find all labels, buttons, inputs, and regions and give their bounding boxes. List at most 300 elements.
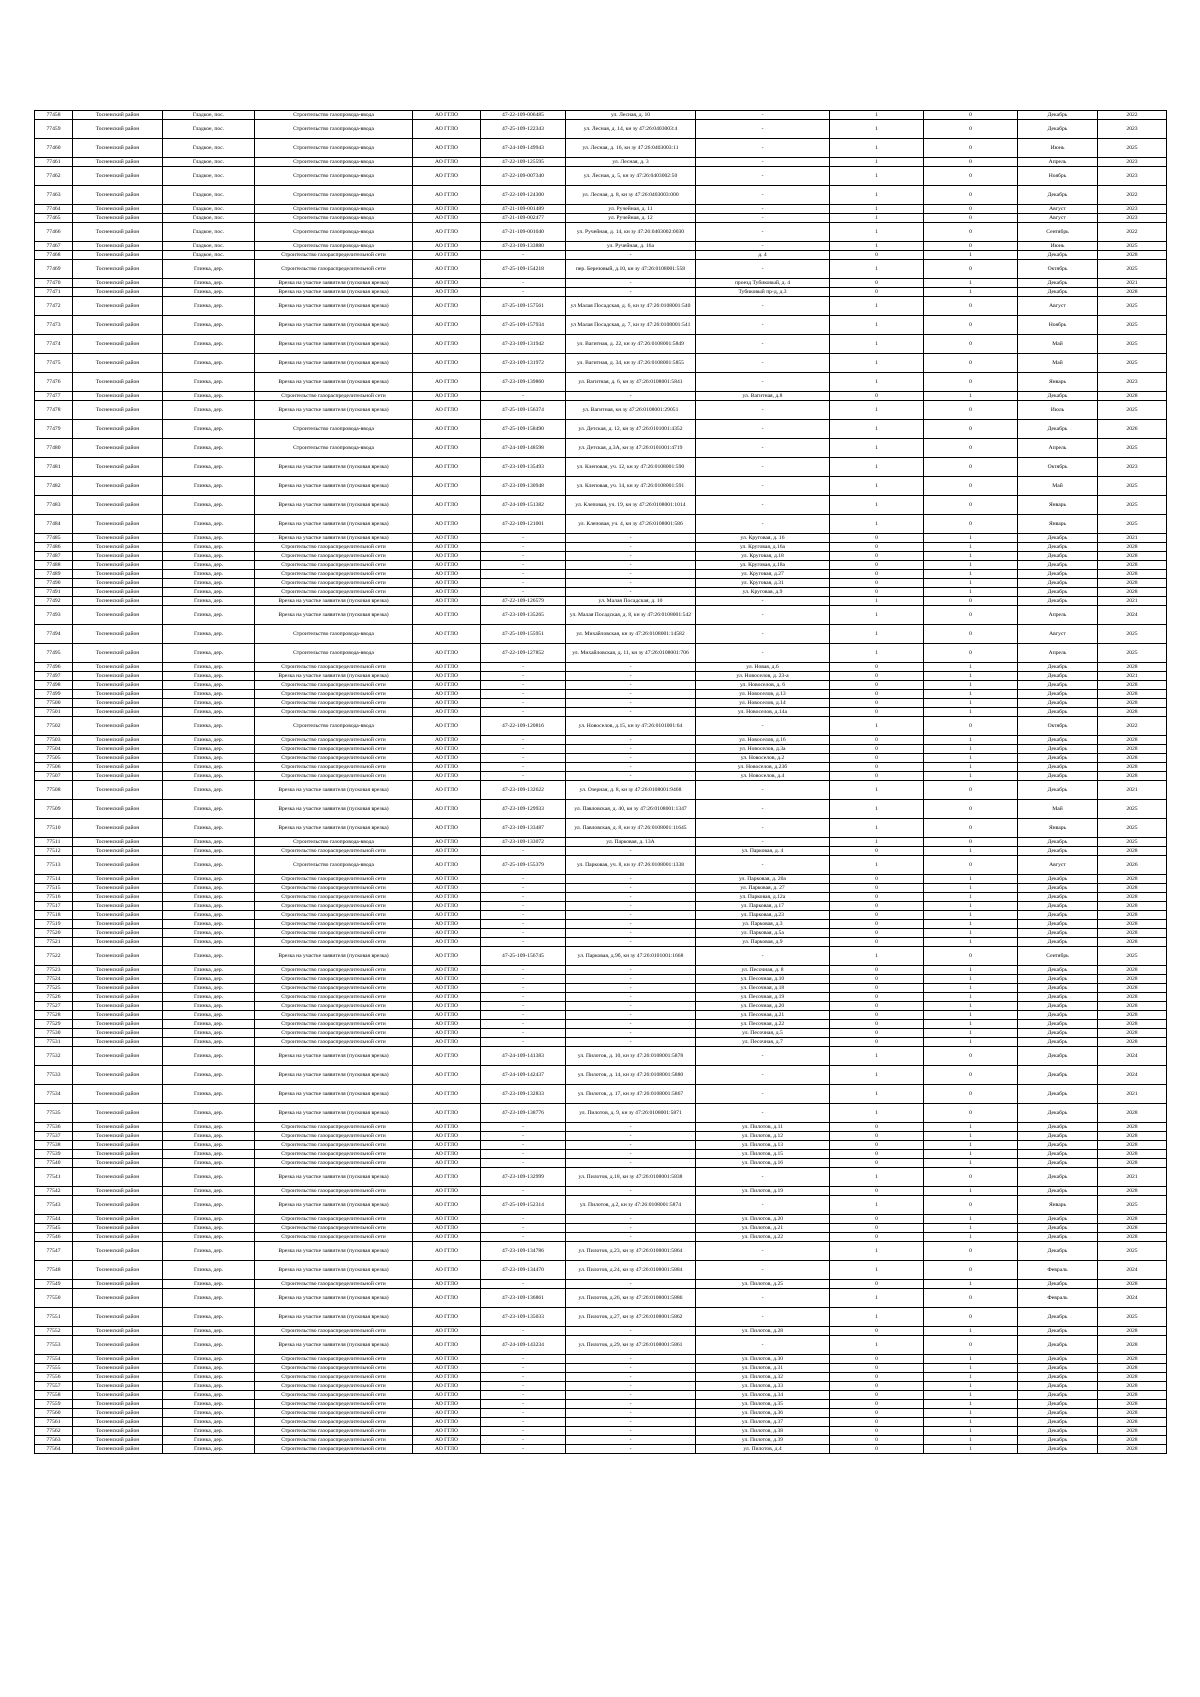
row-number: 77477	[35, 392, 73, 401]
table-row	[35, 1409, 1167, 1418]
network-address-cell: -	[696, 439, 830, 458]
table-row	[35, 993, 1167, 1002]
year-cell: 2024	[1098, 1289, 1167, 1308]
district-cell: Тосненский район	[73, 223, 163, 242]
network-address-cell: -	[696, 420, 830, 439]
year-cell: 2025	[1098, 439, 1167, 458]
year-cell: 2025	[1098, 625, 1167, 644]
work-type-cell: Строительство газораспределительной сети	[255, 975, 413, 984]
application-number-cell: 47-22-109-120816	[481, 717, 566, 736]
application-number-cell: 47-25-109-157561	[481, 297, 566, 316]
work-type-cell: Строительство газораспределительной сети	[255, 1011, 413, 1020]
count-a-cell: 0	[830, 993, 924, 1002]
row-number: 77464	[35, 205, 73, 214]
count-a-cell: 0	[830, 561, 924, 570]
address-cell: -	[566, 392, 696, 401]
network-address-cell: ул. Парковая, д.23	[696, 911, 830, 920]
organization-cell: АО ГГЛО	[413, 708, 481, 717]
row-number: 77476	[35, 373, 73, 392]
count-b-cell: 0	[924, 1168, 1018, 1187]
year-cell: 2025	[1098, 515, 1167, 534]
district-cell: Тосненский район	[73, 1242, 163, 1261]
network-address-cell: ул. Новоселов, д.16	[696, 736, 830, 745]
district-cell: Тосненский район	[73, 781, 163, 800]
table-row	[35, 1215, 1167, 1224]
work-type-cell: Строительство газопровода-ввода	[255, 111, 413, 120]
count-b-cell: 1	[924, 1418, 1018, 1427]
district-cell: Тосненский район	[73, 644, 163, 663]
district-cell: Тосненский район	[73, 1224, 163, 1233]
district-cell: Тосненский район	[73, 1289, 163, 1308]
application-number-cell: 47-21-109-001489	[481, 205, 566, 214]
year-cell: 2028	[1098, 1327, 1167, 1336]
work-type-cell: Строительство газораспределительной сети	[255, 745, 413, 754]
year-cell: 2025	[1098, 1196, 1167, 1215]
row-number: 77525	[35, 984, 73, 993]
address-cell: -	[566, 736, 696, 745]
district-cell: Тосненский район	[73, 288, 163, 297]
table-row	[35, 984, 1167, 993]
table-row	[35, 1427, 1167, 1436]
settlement-cell: Глинка, дер.	[163, 1104, 255, 1123]
row-number: 77515	[35, 884, 73, 893]
settlement-cell: Глинка, дер.	[163, 543, 255, 552]
row-number: 77558	[35, 1391, 73, 1400]
settlement-cell: Глинка, дер.	[163, 884, 255, 893]
count-a-cell: 1	[830, 606, 924, 625]
work-type-cell: Строительство газораспределительной сети	[255, 1020, 413, 1029]
year-cell: 2028	[1098, 763, 1167, 772]
count-a-cell: 0	[830, 1409, 924, 1418]
row-number: 77555	[35, 1364, 73, 1373]
district-cell: Тосненский район	[73, 1418, 163, 1427]
row-number: 77534	[35, 1085, 73, 1104]
organization-cell: АО ГГЛО	[413, 1187, 481, 1196]
network-address-cell: ул. Парковая, д.9	[696, 938, 830, 947]
count-b-cell: 0	[924, 260, 1018, 279]
row-number: 77551	[35, 1308, 73, 1327]
row-number: 77498	[35, 681, 73, 690]
district-cell: Тосненский район	[73, 401, 163, 420]
year-cell: 2023	[1098, 158, 1167, 167]
count-a-cell: 1	[830, 214, 924, 223]
district-cell: Тосненский район	[73, 373, 163, 392]
month-cell: Апрель	[1018, 644, 1098, 663]
application-number-cell: 47-24-109-151382	[481, 496, 566, 515]
settlement-cell: Глинка, дер.	[163, 984, 255, 993]
count-a-cell: 1	[830, 139, 924, 158]
table-row	[35, 1104, 1167, 1123]
organization-cell: АО ГГЛО	[413, 736, 481, 745]
row-number: 77496	[35, 663, 73, 672]
network-address-cell: ул. Новоселов, д.13	[696, 690, 830, 699]
month-cell: Декабрь	[1018, 884, 1098, 893]
work-type-cell: Врезка на участке заявителя (пусковая врезка)	[255, 1066, 413, 1085]
year-cell: 2028	[1098, 1436, 1167, 1445]
table-row	[35, 1261, 1167, 1280]
address-cell: ул. Лесная, д. 3	[566, 158, 696, 167]
count-a-cell: 1	[830, 120, 924, 139]
settlement-cell: Глинка, дер.	[163, 1355, 255, 1364]
month-cell: Декабрь	[1018, 875, 1098, 884]
row-number: 77502	[35, 717, 73, 736]
month-cell: Январь	[1018, 1196, 1098, 1215]
count-b-cell: 0	[924, 214, 1018, 223]
work-type-cell: Строительство газораспределительной сети	[255, 875, 413, 884]
application-number-cell: -	[481, 1002, 566, 1011]
count-a-cell: 0	[830, 543, 924, 552]
work-type-cell: Строительство газораспределительной сети	[255, 772, 413, 781]
count-a-cell: 1	[830, 1066, 924, 1085]
count-a-cell: 0	[830, 534, 924, 543]
month-cell: Декабрь	[1018, 1029, 1098, 1038]
district-cell: Тосненский район	[73, 1280, 163, 1289]
count-b-cell: 0	[924, 1066, 1018, 1085]
network-address-cell: -	[696, 717, 830, 736]
count-b-cell: 0	[924, 1047, 1018, 1066]
table-row	[35, 1336, 1167, 1355]
organization-cell: АО ГГЛО	[413, 893, 481, 902]
network-address-cell: ул. Пилотов, д.36	[696, 1409, 830, 1418]
count-a-cell: 1	[830, 856, 924, 875]
row-number: 77488	[35, 561, 73, 570]
work-type-cell: Строительство газораспределительной сети	[255, 984, 413, 993]
settlement-cell: Глинка, дер.	[163, 1327, 255, 1336]
row-number: 77524	[35, 975, 73, 984]
address-cell: ул. Детская, д. 12, кн зу 47:26:0101001:4352	[566, 420, 696, 439]
row-number: 77517	[35, 902, 73, 911]
row-number: 77469	[35, 260, 73, 279]
settlement-cell: Глинка, дер.	[163, 515, 255, 534]
count-b-cell: 1	[924, 736, 1018, 745]
settlement-cell: Глинка, дер.	[163, 1132, 255, 1141]
month-cell: Декабрь	[1018, 902, 1098, 911]
count-b-cell: 1	[924, 929, 1018, 938]
address-cell: ул. Михайловская, д. 11, кн зу 47:26:0108001:706	[566, 644, 696, 663]
district-cell: Тосненский район	[73, 251, 163, 260]
count-a-cell: 0	[830, 772, 924, 781]
count-b-cell: 1	[924, 1029, 1018, 1038]
year-cell: 2028	[1098, 1215, 1167, 1224]
month-cell: Декабрь	[1018, 1409, 1098, 1418]
district-cell: Тосненский район	[73, 1373, 163, 1382]
table-row	[35, 1038, 1167, 1047]
address-cell: пер. Березовый, д.10, кн зу 47:26:0108001:558	[566, 260, 696, 279]
organization-cell: АО ГГЛО	[413, 1355, 481, 1364]
row-number: 77507	[35, 772, 73, 781]
month-cell: Сентябрь	[1018, 947, 1098, 966]
address-cell: ул. Новоселов, д.15, кн зу 47:26:0101001:64	[566, 717, 696, 736]
settlement-cell: Глинка, дер.	[163, 1373, 255, 1382]
application-number-cell: -	[481, 1020, 566, 1029]
address-cell: -	[566, 1327, 696, 1336]
network-address-cell: -	[696, 242, 830, 251]
count-b-cell: 1	[924, 911, 1018, 920]
count-a-cell: 1	[830, 1085, 924, 1104]
district-cell: Тосненский район	[73, 938, 163, 947]
count-b-cell: 0	[924, 242, 1018, 251]
table-row	[35, 1066, 1167, 1085]
count-b-cell: 0	[924, 1308, 1018, 1327]
month-cell: Август	[1018, 856, 1098, 875]
district-cell: Тосненский район	[73, 975, 163, 984]
table-row	[35, 672, 1167, 681]
work-type-cell: Строительство газопровода-ввода	[255, 214, 413, 223]
count-a-cell: 0	[830, 1038, 924, 1047]
network-address-cell: ул. Круговая, д.27	[696, 570, 830, 579]
row-number: 77533	[35, 1066, 73, 1085]
work-type-cell: Врезка на участке заявителя (пусковая врезка)	[255, 1168, 413, 1187]
count-a-cell: 0	[830, 1445, 924, 1454]
month-cell: Декабрь	[1018, 708, 1098, 717]
row-number: 77460	[35, 139, 73, 158]
application-number-cell: 47-25-109-157934	[481, 316, 566, 335]
organization-cell: АО ГГЛО	[413, 335, 481, 354]
row-number: 77461	[35, 158, 73, 167]
count-a-cell: 0	[830, 984, 924, 993]
table-row	[35, 1400, 1167, 1409]
work-type-cell: Строительство газораспределительной сети	[255, 993, 413, 1002]
network-address-cell: ул. Круговая, д.16а	[696, 543, 830, 552]
district-cell: Тосненский район	[73, 297, 163, 316]
organization-cell: АО ГГЛО	[413, 763, 481, 772]
year-cell: 2025	[1098, 477, 1167, 496]
row-number: 77518	[35, 911, 73, 920]
district-cell: Тосненский район	[73, 561, 163, 570]
year-cell: 2021	[1098, 1168, 1167, 1187]
month-cell: Декабрь	[1018, 1308, 1098, 1327]
month-cell: Декабрь	[1018, 1187, 1098, 1196]
count-a-cell: 0	[830, 579, 924, 588]
address-cell: -	[566, 588, 696, 597]
count-b-cell: 0	[924, 856, 1018, 875]
address-cell: -	[566, 579, 696, 588]
district-cell: Тосненский район	[73, 1038, 163, 1047]
count-b-cell: 1	[924, 754, 1018, 763]
address-cell: -	[566, 1373, 696, 1382]
month-cell: Ноябрь	[1018, 167, 1098, 186]
network-address-cell: проезд Тубиковый, д. 4	[696, 279, 830, 288]
work-type-cell: Врезка на участке заявителя (пусковая врезка)	[255, 515, 413, 534]
district-cell: Тосненский район	[73, 1085, 163, 1104]
month-cell: Декабрь	[1018, 1215, 1098, 1224]
address-cell: -	[566, 663, 696, 672]
application-number-cell: 47-25-109-156374	[481, 401, 566, 420]
application-number-cell: 47-23-109-129933	[481, 800, 566, 819]
table-row	[35, 111, 1167, 120]
application-number-cell: -	[481, 929, 566, 938]
district-cell: Тосненский район	[73, 754, 163, 763]
row-number: 77480	[35, 439, 73, 458]
application-number-cell: -	[481, 543, 566, 552]
month-cell: Декабрь	[1018, 1427, 1098, 1436]
network-address-cell: ул. Новоселов, д.14а	[696, 708, 830, 717]
row-number: 77492	[35, 597, 73, 606]
count-b-cell: 0	[924, 1242, 1018, 1261]
table-row	[35, 316, 1167, 335]
count-a-cell: 1	[830, 1336, 924, 1355]
work-type-cell: Строительство газораспределительной сети	[255, 708, 413, 717]
address-cell: ул. Парковая, уч. 8, кн зу 47:26:0108001:1338	[566, 856, 696, 875]
settlement-cell: Глинка, дер.	[163, 681, 255, 690]
row-number: 77520	[35, 929, 73, 938]
application-number-cell: 47-21-109-002477	[481, 214, 566, 223]
address-cell: -	[566, 1418, 696, 1427]
month-cell: Декабрь	[1018, 1233, 1098, 1242]
network-address-cell: -	[696, 139, 830, 158]
count-a-cell: 1	[830, 947, 924, 966]
work-type-cell: Строительство газораспределительной сети	[255, 1382, 413, 1391]
network-address-cell: -	[696, 515, 830, 534]
count-a-cell: 1	[830, 1308, 924, 1327]
application-number-cell: -	[481, 984, 566, 993]
count-b-cell: 1	[924, 1011, 1018, 1020]
organization-cell: АО ГГЛО	[413, 672, 481, 681]
district-cell: Тосненский район	[73, 1445, 163, 1454]
year-cell: 2021	[1098, 534, 1167, 543]
district-cell: Тосненский район	[73, 139, 163, 158]
row-number: 77485	[35, 534, 73, 543]
work-type-cell: Строительство газораспределительной сети	[255, 1409, 413, 1418]
settlement-cell: Глинка, дер.	[163, 401, 255, 420]
year-cell: 2028	[1098, 1364, 1167, 1373]
settlement-cell: Глинка, дер.	[163, 781, 255, 800]
month-cell: Апрель	[1018, 439, 1098, 458]
row-number: 77557	[35, 1382, 73, 1391]
settlement-cell: Глинка, дер.	[163, 856, 255, 875]
table-row	[35, 420, 1167, 439]
month-cell: Декабрь	[1018, 1168, 1098, 1187]
year-cell: 2028	[1098, 1029, 1167, 1038]
district-cell: Тосненский район	[73, 543, 163, 552]
year-cell: 2022	[1098, 223, 1167, 242]
application-number-cell: -	[481, 911, 566, 920]
district-cell: Тосненский район	[73, 1187, 163, 1196]
month-cell: Декабрь	[1018, 1280, 1098, 1289]
count-b-cell: 1	[924, 534, 1018, 543]
month-cell: Октябрь	[1018, 458, 1098, 477]
application-number-cell: 47-22-109-007340	[481, 167, 566, 186]
count-a-cell: 1	[830, 186, 924, 205]
organization-cell: АО ГГЛО	[413, 515, 481, 534]
district-cell: Тосненский район	[73, 1327, 163, 1336]
application-number-cell: -	[481, 1038, 566, 1047]
row-number: 77509	[35, 800, 73, 819]
year-cell: 2028	[1098, 1336, 1167, 1355]
application-number-cell: -	[481, 993, 566, 1002]
month-cell: Декабрь	[1018, 1150, 1098, 1159]
table-row	[35, 875, 1167, 884]
application-number-cell: 47-23-109-130948	[481, 477, 566, 496]
count-a-cell: 1	[830, 496, 924, 515]
address-cell: ул. Клеповая, уч. 19, кн зу 47:26:0108001:1014	[566, 496, 696, 515]
row-number: 77466	[35, 223, 73, 242]
work-type-cell: Строительство газораспределительной сети	[255, 588, 413, 597]
district-cell: Тосненский район	[73, 847, 163, 856]
settlement-cell: Глинка, дер.	[163, 644, 255, 663]
application-number-cell: 47-25-109-158490	[481, 420, 566, 439]
year-cell: 2024	[1098, 1066, 1167, 1085]
month-cell: Декабрь	[1018, 1002, 1098, 1011]
settlement-cell: Глинка, дер.	[163, 1289, 255, 1308]
table-row	[35, 223, 1167, 242]
address-cell: -	[566, 288, 696, 297]
settlement-cell: Глинка, дер.	[163, 699, 255, 708]
count-a-cell: 1	[830, 819, 924, 838]
count-a-cell: 1	[830, 515, 924, 534]
count-a-cell: 0	[830, 736, 924, 745]
count-a-cell: 0	[830, 763, 924, 772]
organization-cell: АО ГГЛО	[413, 496, 481, 515]
address-cell: ул. Вагитная, д. 34, кн зу 47:26:0108001:5855	[566, 354, 696, 373]
address-cell: ул. Пилотов, д.29, кн зу 47:26:0108001:5861	[566, 1336, 696, 1355]
count-b-cell: 0	[924, 947, 1018, 966]
network-address-cell: ул. Пилотов, д.32	[696, 1373, 830, 1382]
work-type-cell: Строительство газораспределительной сети	[255, 561, 413, 570]
row-number: 77538	[35, 1141, 73, 1150]
address-cell: ул. Лесная, д. 10	[566, 111, 696, 120]
count-a-cell: 1	[830, 223, 924, 242]
address-cell: -	[566, 552, 696, 561]
network-address-cell: -	[696, 1085, 830, 1104]
network-address-cell: ул. Новоселов, д. 6	[696, 681, 830, 690]
district-cell: Тосненский район	[73, 1002, 163, 1011]
row-number: 77548	[35, 1261, 73, 1280]
address-cell: -	[566, 1132, 696, 1141]
count-b-cell: 1	[924, 1224, 1018, 1233]
count-b-cell: 1	[924, 699, 1018, 708]
address-cell: ул. Детская, д.3А, кн зу 47:26:0101001:4719	[566, 439, 696, 458]
table-row	[35, 800, 1167, 819]
work-type-cell: Врезка на участке заявителя (пусковая врезка)	[255, 401, 413, 420]
organization-cell: АО ГГЛО	[413, 772, 481, 781]
row-number: 77562	[35, 1427, 73, 1436]
table-row	[35, 1011, 1167, 1020]
organization-cell: АО ГГЛО	[413, 1289, 481, 1308]
count-b-cell: 0	[924, 111, 1018, 120]
work-type-cell: Врезка на участке заявителя (пусковая врезка)	[255, 316, 413, 335]
year-cell: 2025	[1098, 644, 1167, 663]
organization-cell: АО ГГЛО	[413, 947, 481, 966]
work-type-cell: Строительство газораспределительной сети	[255, 552, 413, 561]
network-address-cell: -	[696, 1289, 830, 1308]
year-cell: 2025	[1098, 819, 1167, 838]
address-cell: ул. Клеповая, уч. 4, кн зу 47:26:0108001:586	[566, 515, 696, 534]
district-cell: Тосненский район	[73, 1104, 163, 1123]
application-number-cell: -	[481, 1418, 566, 1427]
count-a-cell: 1	[830, 354, 924, 373]
settlement-cell: Глинка, дер.	[163, 672, 255, 681]
organization-cell: АО ГГЛО	[413, 1242, 481, 1261]
address-cell: ул. Озерная, д. 8, кн зу 47:26:0108001:9468	[566, 781, 696, 800]
count-a-cell: 0	[830, 1418, 924, 1427]
district-cell: Тосненский район	[73, 1336, 163, 1355]
network-address-cell: -	[696, 260, 830, 279]
organization-cell: АО ГГЛО	[413, 1215, 481, 1224]
year-cell: 2025	[1098, 838, 1167, 847]
count-a-cell: 0	[830, 1233, 924, 1242]
year-cell: 2028	[1098, 875, 1167, 884]
table-row	[35, 297, 1167, 316]
work-type-cell: Врезка на участке заявителя (пусковая врезка)	[255, 1085, 413, 1104]
count-b-cell: 1	[924, 672, 1018, 681]
district-cell: Тосненский район	[73, 800, 163, 819]
organization-cell: АО ГГЛО	[413, 975, 481, 984]
year-cell: 2021	[1098, 672, 1167, 681]
year-cell: 2021	[1098, 1085, 1167, 1104]
settlement-cell: Глинка, дер.	[163, 745, 255, 754]
count-b-cell: 1	[924, 1002, 1018, 1011]
